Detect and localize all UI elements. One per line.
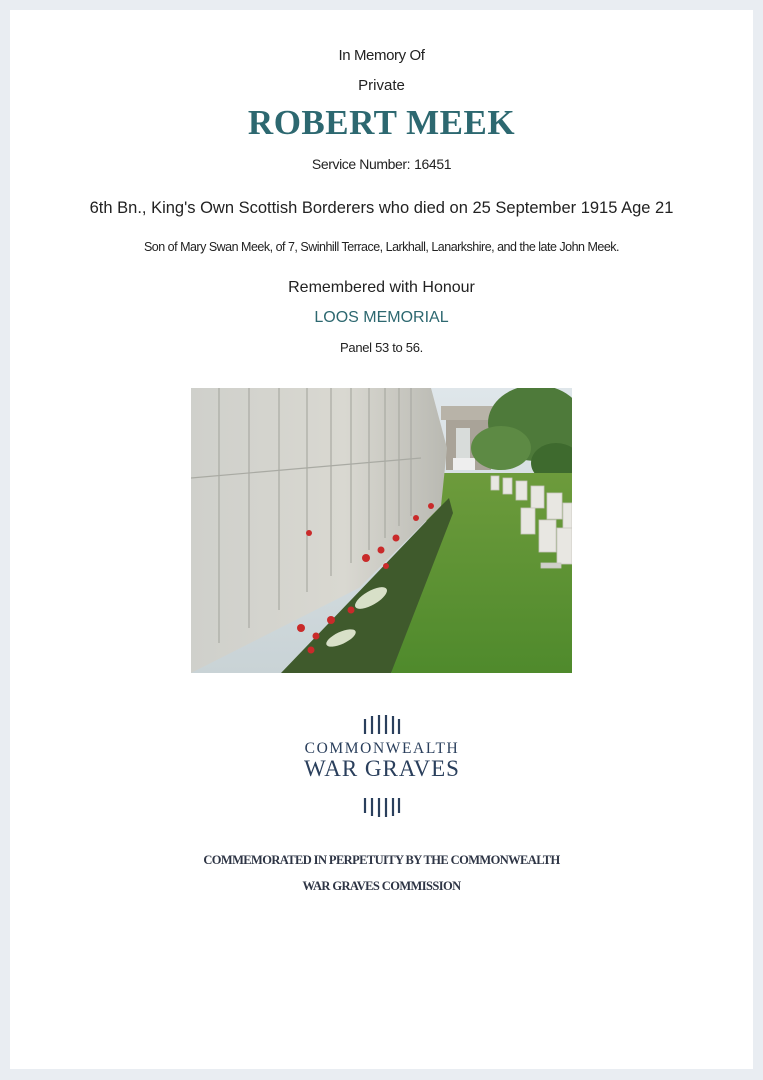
honour-text: Remembered with Honour	[288, 279, 475, 296]
family-line: Son of Mary Swan Meek, of 7, Swinhill Terrace, Larkhall, Lanarkshire, and the late John Meek.	[143, 240, 620, 254]
panel-reference: Panel 53 to 56.	[340, 340, 423, 355]
unit-line: 6th Bn., King's Own Scottish Borderers who died on 25 September 1915 Age 21	[89, 199, 674, 217]
logo-bottom-marks-icon	[362, 796, 402, 820]
service-number-label: Service Number:	[311, 156, 411, 172]
memorial-name: LOOS MEMORIAL	[314, 309, 449, 326]
cwgc-logo	[282, 710, 482, 820]
service-number-line	[10, 156, 753, 172]
rank-text: Private	[358, 77, 405, 94]
service-number-value: 16451	[414, 156, 452, 172]
soldier-name: ROBERT MEEK	[247, 103, 516, 142]
logo-line-war-graves: WAR GRAVES	[304, 756, 460, 781]
intro-text: In Memory Of	[338, 47, 425, 64]
logo-line-commonwealth: COMMONWEALTH	[304, 740, 460, 757]
footer-line-2: WAR GRAVES COMMISSION	[302, 879, 461, 893]
certificate-page	[10, 10, 753, 1069]
memorial-photo	[191, 388, 572, 673]
logo-top-marks-icon	[362, 712, 402, 736]
footer-line-1: COMMEMORATED IN PERPETUITY BY THE COMMONWEALTH	[203, 853, 560, 867]
